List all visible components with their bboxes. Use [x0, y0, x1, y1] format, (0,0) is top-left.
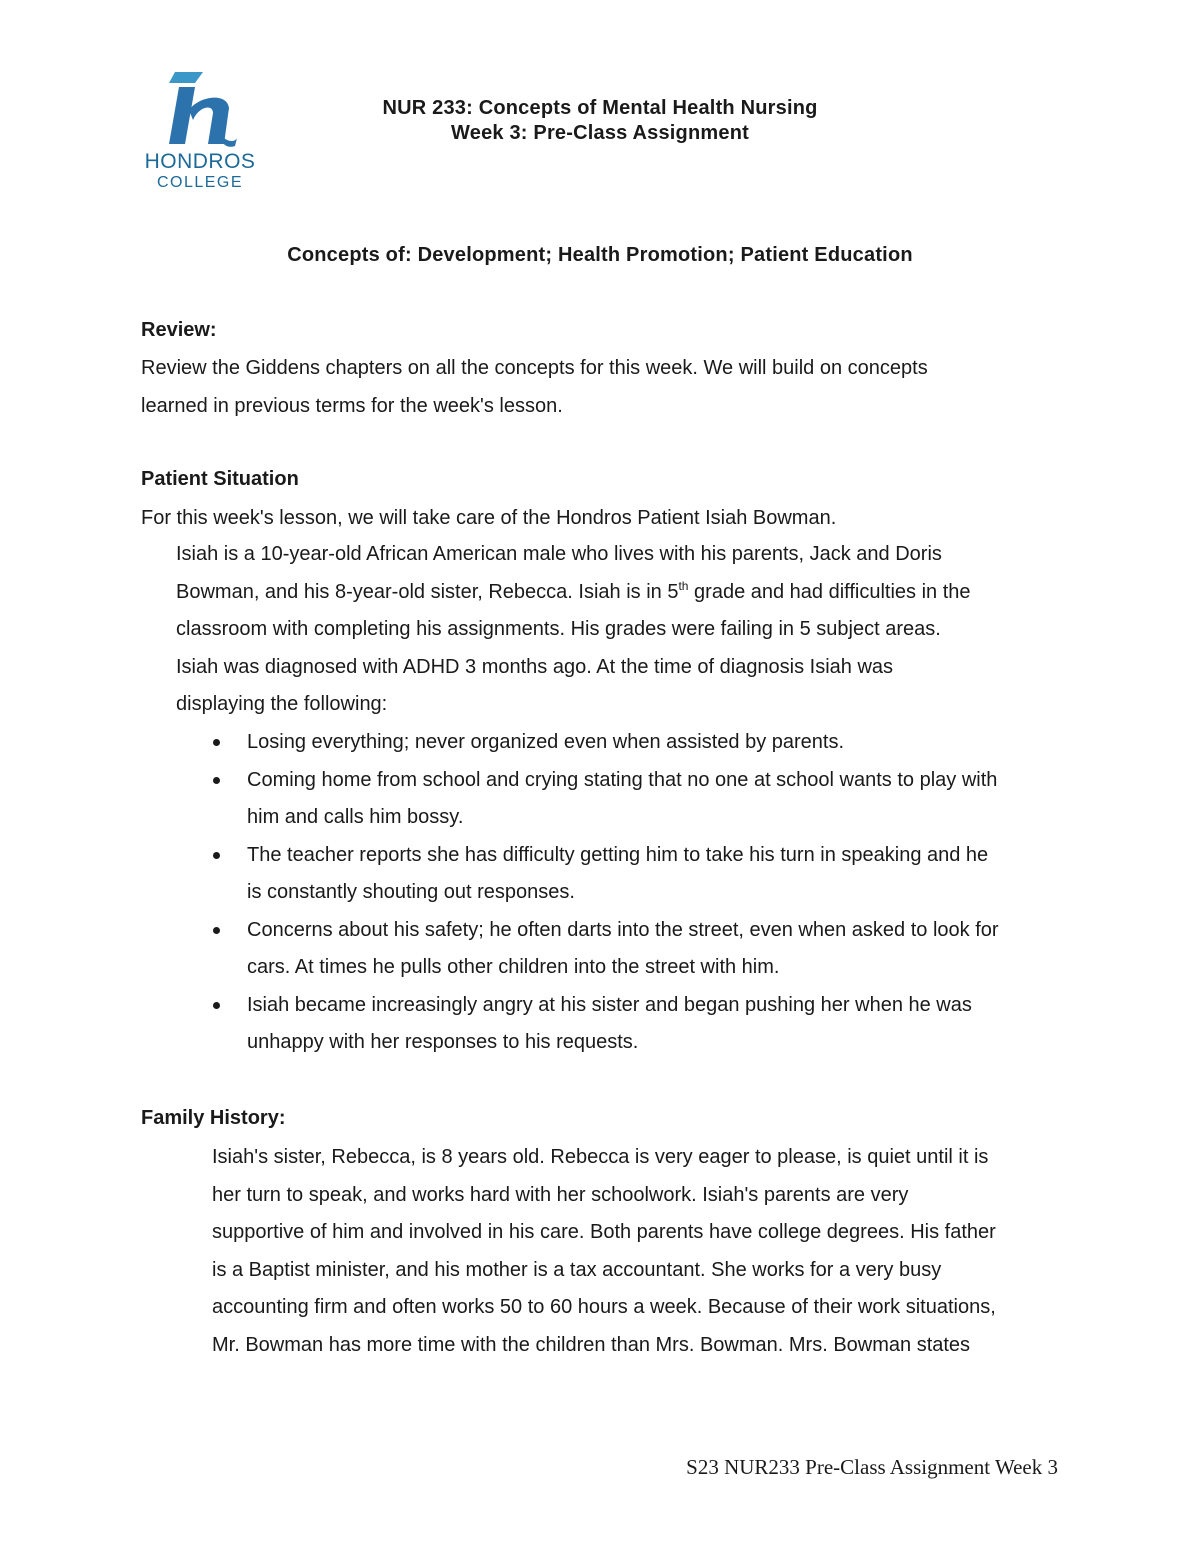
list-item: Coming home from school and crying stating that no one at school wants to play with him and calls him bossy. — [212, 762, 1092, 837]
family-history-line: accounting firm and often works 50 to 60 hours a week. Because of their work situations, — [212, 1296, 996, 1318]
review-line: learned in previous terms for the week's lesson. — [141, 394, 563, 417]
review-paragraph — [141, 350, 1101, 425]
list-item: Concerns about his safety; he often darts into the street, even when asked to look for cars. At times he pulls other children into the street with him. — [212, 912, 1092, 987]
ordinal-superscript: th — [678, 578, 689, 593]
logo-text-college: COLLEGE — [156, 174, 244, 191]
list-item: Isiah became increasingly angry at his sister and began pushing her when he was unhappy with her responses to his requests. — [212, 987, 1092, 1062]
family-history-line: supportive of him and involved in his care. Both parents have college degrees. His father — [212, 1221, 996, 1243]
family-history-line: her turn to speak, and works hard with her schoolwork. Isiah's parents are very — [212, 1183, 909, 1206]
list-item: The teacher reports she has difficulty getting him to take his turn in speaking and he is constantly shouting out responses. — [212, 837, 1092, 912]
bullet-icon — [213, 927, 220, 934]
document-header — [300, 96, 900, 146]
bullet-icon — [213, 739, 220, 746]
bullet-icon — [213, 777, 220, 784]
family-history-heading: Family History: — [141, 1107, 286, 1129]
assignment-title: Week 3: Pre-Class Assignment — [451, 122, 749, 144]
description-line: Isiah was diagnosed with ADHD 3 months ago. At the time of diagnosis Isiah was — [176, 655, 894, 678]
patient-situation-heading: Patient Situation — [141, 468, 299, 490]
description-line: displaying the following: — [176, 693, 388, 715]
bullet-icon — [213, 852, 220, 859]
family-history-paragraph — [212, 1139, 1092, 1364]
review-heading: Review: — [141, 319, 217, 341]
logo-text-hondros: HONDROS — [144, 150, 256, 173]
family-history-line: Isiah's sister, Rebecca, is 8 years old. Rebecca is very eager to please, is quiet until it is — [212, 1146, 989, 1168]
list-item: Losing everything; never organized even when assisted by parents. — [212, 724, 1092, 762]
family-history-line: Mr. Bowman has more time with the children than Mrs. Bowman. Mrs. Bowman states — [212, 1333, 971, 1356]
review-line: Review the Giddens chapters on all the concepts for this week. We will build on concepts — [141, 357, 928, 379]
bullet-icon — [213, 1002, 220, 1009]
course-title: NUR 233: Concepts of Mental Health Nursing — [382, 97, 818, 119]
page-footer: S23 NUR233 Pre-Class Assignment Week 3 — [686, 1455, 1058, 1479]
concepts-subtitle: Concepts of: Development; Health Promotion; Patient Education — [287, 244, 913, 266]
description-line: Bowman, and his 8-year-old sister, Rebecca. Isiah is in 5th grade and had difficulties in the — [176, 578, 971, 603]
patient-description — [176, 536, 1096, 724]
patient-situation-intro: For this week's lesson, we will take care of the Hondros Patient Isiah Bowman. — [141, 507, 837, 529]
hondros-h-logo-icon — [165, 68, 241, 148]
description-line: classroom with completing his assignments. His grades were failing in 5 subject areas. — [176, 618, 941, 640]
symptom-list — [212, 724, 1092, 1062]
family-history-line: is a Baptist minister, and his mother is a tax accountant. She works for a very busy — [212, 1258, 942, 1281]
description-line: Isiah is a 10-year-old African American male who lives with his parents, Jack and Doris — [176, 543, 942, 565]
hondros-logo — [135, 68, 267, 192]
